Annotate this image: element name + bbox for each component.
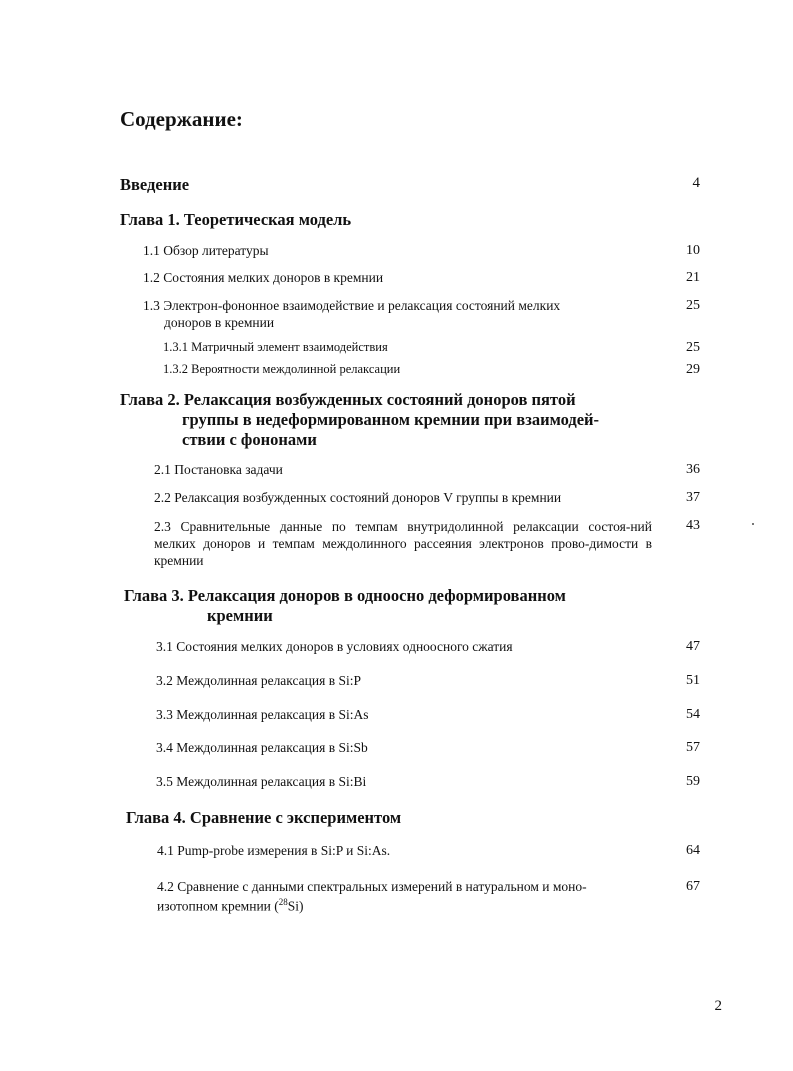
toc-3-1-label: 3.1 Состояния мелких доноров в условиях одноосного сжатия xyxy=(156,639,513,654)
toc-2-3-label: 2.3 Сравнительные данные по темпам внутридолинной релаксации состоя-ний мелких доноров и темпам междолинного рассеяния электронов прово-димости в кремнии xyxy=(154,519,652,568)
toc-4-2-label-part-b: Si) xyxy=(287,898,304,914)
toc-3-2-label: 3.2 Междолинная релаксация в Si:P xyxy=(156,673,361,688)
toc-intro-page: 4 xyxy=(692,175,700,191)
toc-1-3-label-line1: 1.3 Электрон-фононное взаимодействие и релаксация состояний мелких xyxy=(143,298,561,313)
toc-title: Содержание: xyxy=(120,107,243,131)
toc-1-1-label: 1.1 Обзор литературы xyxy=(143,243,269,258)
toc-3-4-page: 57 xyxy=(686,740,700,755)
page-number: 2 xyxy=(714,998,722,1014)
toc-4-2-label-part-a: изотопном кремнии ( xyxy=(157,898,279,914)
isotope-superscript: 28 xyxy=(278,897,288,907)
toc-1-3-1-label: 1.3.1 Матричный элемент взаимодействия xyxy=(163,340,388,354)
toc-2-3-page: 43 xyxy=(686,518,700,533)
toc-4-1-page: 64 xyxy=(686,843,700,858)
toc-3-1-page: 47 xyxy=(686,639,700,654)
toc-4-2-label-line2 xyxy=(157,897,304,915)
toc-2-1-label: 2.1 Постановка задачи xyxy=(154,462,283,477)
toc-3-3-page: 54 xyxy=(686,707,700,722)
scan-speck xyxy=(752,523,754,525)
toc-4-2-label-line1: 4.2 Сравнение с данными спектральных измерений в натуральном и моно- xyxy=(157,879,587,894)
chapter-2-title-line3: ствии с фононами xyxy=(182,430,317,449)
toc-intro-label: Введение xyxy=(120,175,190,194)
chapter-2-title-line1: Глава 2. Релаксация возбужденных состояний доноров пятой xyxy=(120,390,576,409)
toc-2-2-label: 2.2 Релаксация возбужденных состояний доноров V группы в кремнии xyxy=(154,490,562,505)
toc-1-2-label: 1.2 Состояния мелких доноров в кремнии xyxy=(143,270,384,285)
toc-1-3-page: 25 xyxy=(686,298,700,313)
toc-4-1-label: 4.1 Pump-probe измерения в Si:P и Si:As. xyxy=(157,843,391,858)
chapter-1-title: Глава 1. Теоретическая модель xyxy=(120,210,352,229)
toc-1-3-2-page: 29 xyxy=(686,362,700,377)
toc-3-5-page: 59 xyxy=(686,774,700,789)
toc-1-3-1-page: 25 xyxy=(686,340,700,355)
toc-1-2-page: 21 xyxy=(686,270,700,285)
toc-3-4-label: 3.4 Междолинная релаксация в Si:Sb xyxy=(156,740,368,755)
toc-3-5-label: 3.5 Междолинная релаксация в Si:Bi xyxy=(156,774,367,789)
chapter-3-title-line2: кремнии xyxy=(207,606,273,625)
toc-3-2-page: 51 xyxy=(686,673,700,688)
toc-2-1-page: 36 xyxy=(686,462,700,477)
toc-4-2-page: 67 xyxy=(686,879,700,894)
chapter-3-title-line1: Глава 3. Релаксация доноров в одноосно деформированном xyxy=(124,586,566,605)
toc-1-3-label-line2: доноров в кремнии xyxy=(164,315,275,330)
toc-3-3-label: 3.3 Междолинная релаксация в Si:As xyxy=(156,707,369,722)
toc-2-2-page: 37 xyxy=(686,490,700,505)
toc-1-1-page: 10 xyxy=(686,243,700,258)
chapter-4-title: Глава 4. Сравнение с экспериментом xyxy=(126,808,402,827)
chapter-2-title-line2: группы в недеформированном кремнии при взаимодей- xyxy=(182,410,600,429)
toc-1-3-2-label: 1.3.2 Вероятности междолинной релаксации xyxy=(163,362,401,376)
